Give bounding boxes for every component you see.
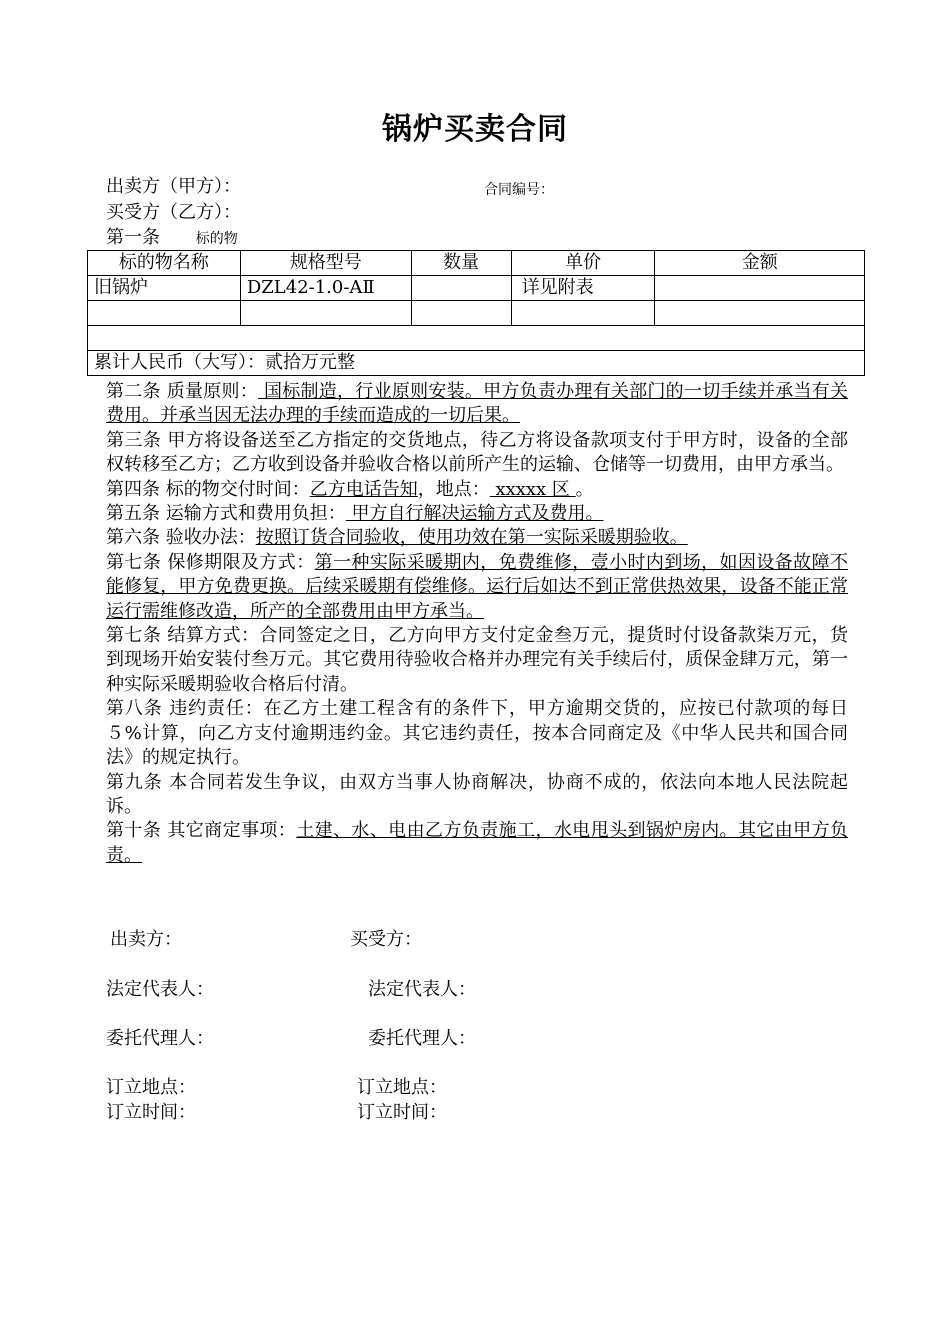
table-row xyxy=(88,326,865,351)
contract-clauses xyxy=(106,380,848,868)
clause-5-label: 第五条 运输方式和费用负担： xyxy=(106,503,346,525)
clause-4-place-label: ，地点： xyxy=(417,478,490,500)
table-empty-row xyxy=(88,326,865,351)
table-cell xyxy=(411,301,511,326)
buyer-agent-label: 委托代理人： xyxy=(368,1028,476,1049)
buyer-time-label: 订立时间： xyxy=(357,1102,447,1123)
table-cell xyxy=(655,276,865,301)
table-cell: DZL42-1.0-AⅡ xyxy=(240,276,411,301)
table-header-cell: 单价 xyxy=(511,251,655,276)
clause-7-text: 第一种实际采暖期内，免费维修，壹小时内到场，如因设备故障不能修复，甲方免费更换。后续采暖期有偿维修。运行后如达不到正常供热效果，设备不能正常运行需维修改造，所产的全部费用由甲方承当。 xyxy=(106,551,848,622)
clause-3: 第三条 甲方将设备送至乙方指定的交货地点，待乙方将设备款项支付于甲方时，设备的全部权转移至乙方；乙方收到设备并验收合格以前所产生的运输、仓储等一切费用，由甲方承当。 xyxy=(106,429,848,476)
table-cell xyxy=(411,276,511,301)
clause-4 xyxy=(106,478,848,502)
table-header-cell: 标的物名称 xyxy=(88,251,241,276)
seller-agent-label: 委托代理人： xyxy=(106,1028,214,1049)
clause-6-text: 按照订货合同验收，使用功效在第一实际采暖期验收。 xyxy=(255,527,688,549)
buyer-place-label: 订立地点： xyxy=(357,1077,447,1098)
buyer-signature-label: 买受方： xyxy=(350,929,422,950)
seller-place-label: 订立地点： xyxy=(106,1077,196,1098)
table-header-cell: 数量 xyxy=(411,251,511,276)
page-title: 锅炉买卖合同 xyxy=(382,112,568,147)
article1-heading xyxy=(106,226,238,251)
clause-4-place: xxxxx 区 xyxy=(489,478,576,500)
table-cell: 详见附表 xyxy=(511,276,655,301)
clause-5 xyxy=(106,502,848,526)
clause-6-label: 第六条 验收办法： xyxy=(106,527,256,549)
seller-label: 出卖方（甲方）： xyxy=(106,176,241,197)
clause-4-time: 乙方电话告知 xyxy=(309,478,418,500)
items-table xyxy=(87,250,865,376)
clause-7 xyxy=(106,551,848,624)
table-cell xyxy=(88,301,241,326)
table-row xyxy=(88,276,865,301)
buyer-label: 买受方（乙方）： xyxy=(106,202,241,223)
article1-title: 标的物 xyxy=(195,231,238,247)
table-header-row xyxy=(88,251,865,276)
clause-10-text: 土建、水、电由乙方负责施工，水电甩头到锅炉房内。其它由甲方负责。 xyxy=(106,820,848,866)
table-total-row xyxy=(88,351,865,376)
clause-9: 第九条 本合同若发生争议，由双方当事人协商解决，协商不成的，依法向本地人民法院起诉。 xyxy=(106,771,848,817)
clause-7-settlement: 第七条 结算方式：合同签定之日，乙方向甲方支付定金叁万元，提货时付设备款柒万元，货到现场开始安装付叁万元。其它费用待验收合格并办理完有关手续后付，质保金肆万元，第一种实际采暖期验收合格后付清。 xyxy=(106,625,848,695)
clause-4-label: 第四条 标的物交付时间： xyxy=(106,478,310,500)
clause-7-label: 第七条 保修期限及方式： xyxy=(106,551,315,573)
contract-number-label: 合同编号： xyxy=(484,182,554,198)
clause-10 xyxy=(106,819,848,868)
clause-10-label: 第十条 其它商定事项： xyxy=(106,820,297,842)
clause-5-text: 甲方自行解决运输方式及费用。 xyxy=(345,503,604,525)
table-cell xyxy=(511,301,655,326)
buyer-legal-rep-label: 法定代表人： xyxy=(368,979,476,1000)
seller-legal-rep-label: 法定代表人： xyxy=(106,979,214,1000)
table-cell: 旧锅炉 xyxy=(88,276,241,301)
table-header-cell: 金额 xyxy=(655,251,865,276)
article1-label: 第一条 xyxy=(106,227,160,248)
clause-2-label: 第二条 质量原则： xyxy=(106,381,259,402)
seller-line xyxy=(106,175,241,199)
clause-2-text: 国标制造，行业原则安装。甲方负责办理有关部门的一切手续并承当有关费用。并承当因无法办理的手续而造成的一切后果。 xyxy=(106,381,848,427)
table-row xyxy=(88,301,865,326)
seller-time-label: 订立时间： xyxy=(106,1102,196,1123)
table-cell xyxy=(655,301,865,326)
table-total: 累计人民币（大写）：贰拾万元整 xyxy=(88,351,865,376)
clause-6 xyxy=(106,526,848,550)
clause-2 xyxy=(106,380,848,429)
clause-8: 第八条 违约责任：在乙方土建工程含有的条件下，甲方逾期交货的，应按已付款项的每日５%计算，向乙方支付逾期违约金。其它违约责任，按本合同商定及《中华人民共和国合同法》的规定执行。 xyxy=(106,698,848,769)
table-cell xyxy=(240,301,411,326)
table-header-cell: 规格型号 xyxy=(240,251,411,276)
clause-4-end: 。 xyxy=(575,478,594,500)
seller-signature-label: 出卖方： xyxy=(110,929,182,950)
